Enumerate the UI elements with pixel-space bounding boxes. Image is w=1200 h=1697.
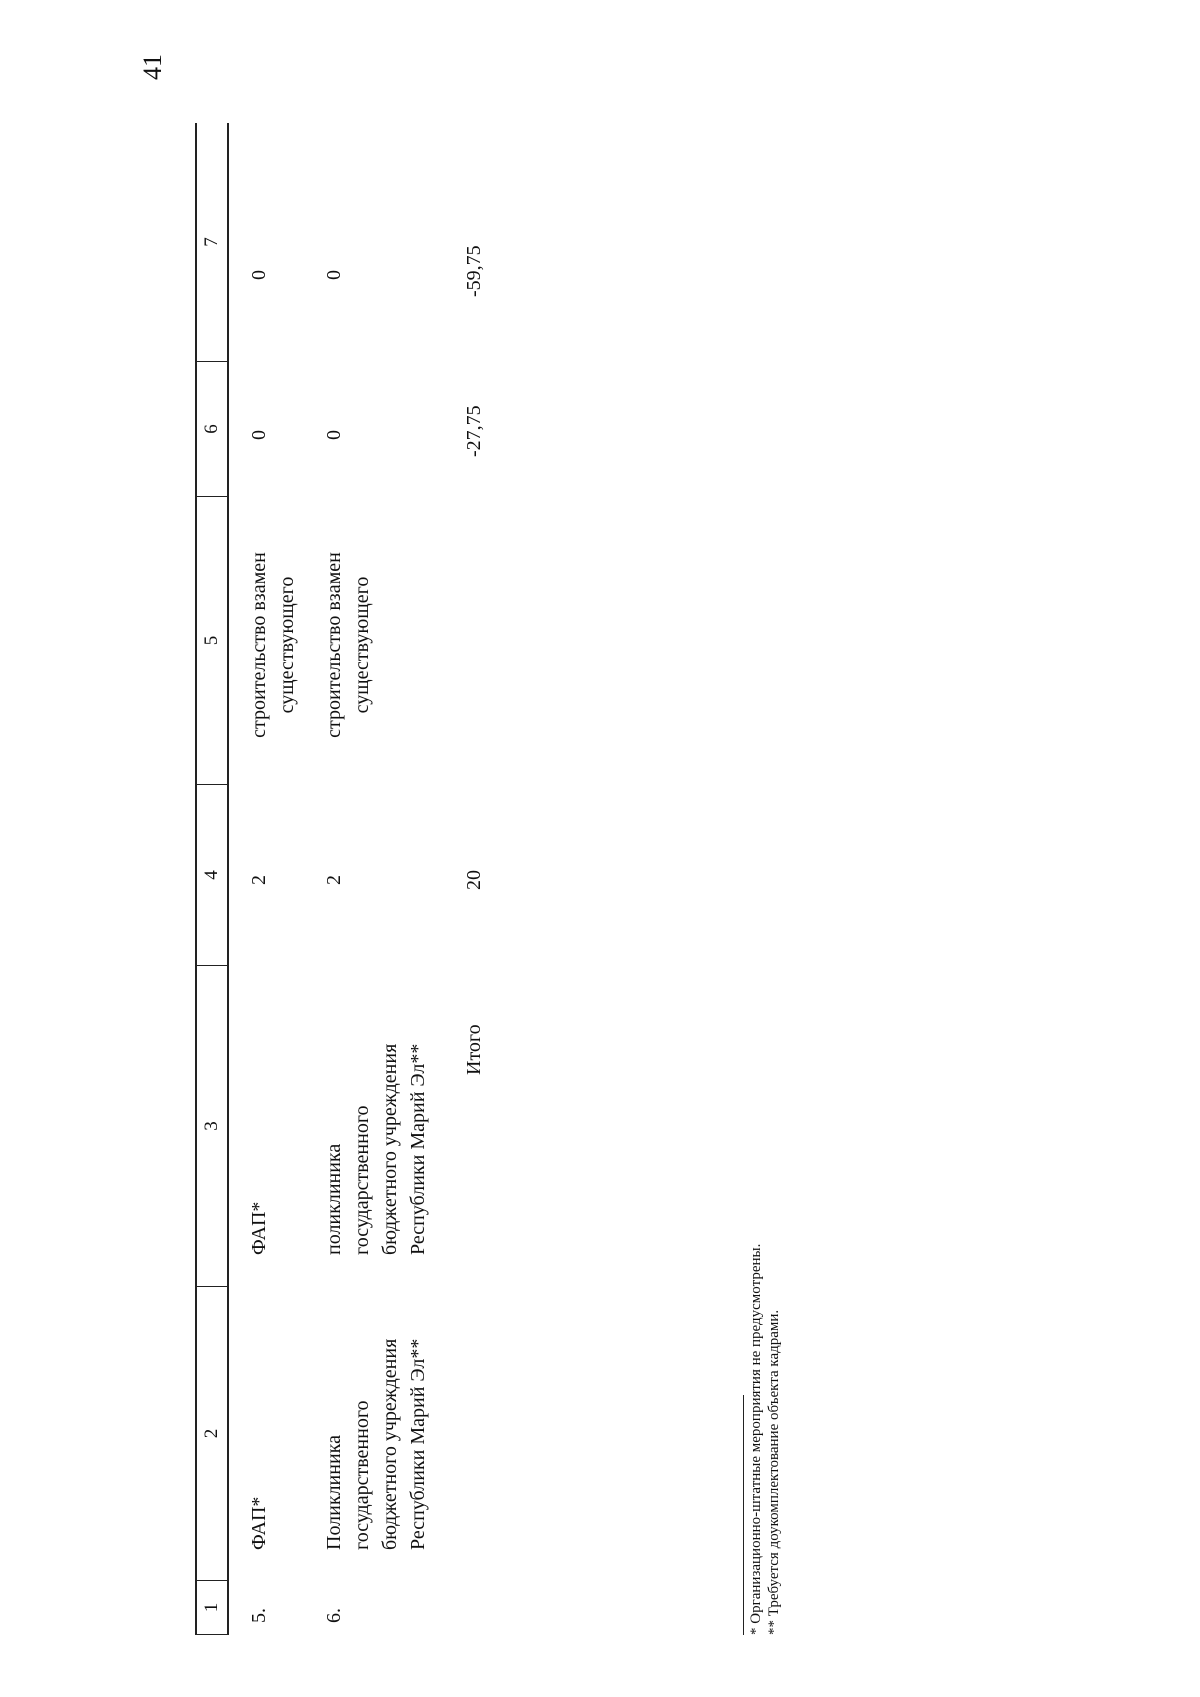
row-6-col4: 2 bbox=[323, 875, 345, 885]
header-cell-2: 2 bbox=[197, 1286, 227, 1580]
header-cell-4: 4 bbox=[197, 784, 227, 965]
row-6-col5: строительство взамен существующего bbox=[323, 552, 373, 738]
row-5-col6: 0 bbox=[248, 430, 270, 440]
footnote-1: * Организационно-штатные мероприятия не предусмотрены. bbox=[748, 1243, 764, 1635]
row-6-col6: 0 bbox=[323, 430, 345, 440]
page-number: 41 bbox=[138, 54, 167, 80]
header-cell-7: 7 bbox=[201, 237, 222, 247]
header-cell-6: 6 bbox=[197, 361, 227, 496]
header-cell-3: 3 bbox=[197, 965, 227, 1286]
total-col6: -27,75 bbox=[463, 405, 485, 457]
row-5-col2: ФАП* bbox=[248, 1496, 270, 1550]
total-col4: 20 bbox=[463, 870, 485, 890]
row-6-col3: поликлиника государственного бюджетного учреждения Республики Марий Эл** bbox=[323, 1043, 429, 1255]
row-5-col7: 0 bbox=[248, 270, 270, 280]
footnote-2: ** Требуется доукомплектование объекта кадрами. bbox=[766, 1309, 782, 1635]
row-6-number: 6. bbox=[323, 1608, 345, 1623]
row-5-col5: строительство взамен существующего bbox=[248, 552, 298, 738]
row-6-col2: Поликлиника государственного бюджетного учреждения Республики Марий Эл** bbox=[323, 1338, 429, 1550]
row-5-number: 5. bbox=[248, 1608, 270, 1623]
total-label: Итого bbox=[463, 1024, 485, 1075]
row-6-col7: 0 bbox=[323, 270, 345, 280]
total-col7: -59,75 bbox=[463, 245, 485, 297]
rotated-table-sheet bbox=[195, 105, 995, 1635]
footnote-separator bbox=[743, 1395, 744, 1635]
table-header bbox=[195, 123, 229, 1635]
header-cell-1: 1 bbox=[197, 1580, 227, 1635]
row-5-col4: 2 bbox=[248, 875, 270, 885]
header-cell-5: 5 bbox=[197, 496, 227, 784]
row-5-col3: ФАП* bbox=[248, 1201, 270, 1255]
